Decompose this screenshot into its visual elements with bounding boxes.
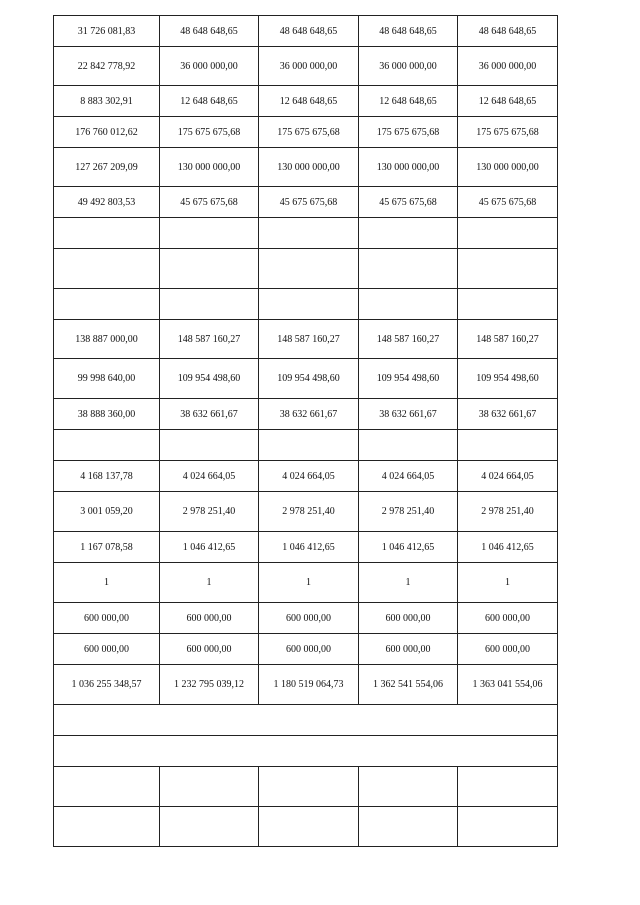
table-cell: 2 978 251,40 [359, 492, 458, 532]
table-row [54, 47, 558, 86]
table-cell [259, 767, 359, 807]
table-row [54, 430, 558, 461]
table-cell: 1 [458, 563, 558, 603]
table-cell [160, 807, 259, 847]
table-cell: 12 648 648,65 [160, 86, 259, 117]
table-cell: 1 046 412,65 [259, 532, 359, 563]
table-cell: 12 648 648,65 [458, 86, 558, 117]
table-row [54, 492, 558, 532]
table-cell: 1 [160, 563, 259, 603]
table-row [54, 532, 558, 563]
table-cell: 130 000 000,00 [458, 148, 558, 187]
table-cell [160, 430, 259, 461]
table-cell-merged [54, 705, 558, 736]
table-row [54, 359, 558, 399]
table-cell: 130 000 000,00 [259, 148, 359, 187]
table-cell: 130 000 000,00 [160, 148, 259, 187]
table-body [54, 16, 558, 847]
table-cell: 38 632 661,67 [259, 399, 359, 430]
table-cell: 12 648 648,65 [259, 86, 359, 117]
table-cell [259, 218, 359, 249]
table-cell: 148 587 160,27 [458, 320, 558, 359]
table-cell [458, 430, 558, 461]
table-cell: 175 675 675,68 [458, 117, 558, 148]
table-cell: 38 632 661,67 [359, 399, 458, 430]
table-cell [54, 430, 160, 461]
table-row [54, 603, 558, 634]
table-cell [160, 289, 259, 320]
table-cell: 45 675 675,68 [160, 187, 259, 218]
table-cell [458, 807, 558, 847]
table-row [54, 767, 558, 807]
table-cell: 109 954 498,60 [259, 359, 359, 399]
table-cell: 3 001 059,20 [54, 492, 160, 532]
table-cell: 1 046 412,65 [160, 532, 259, 563]
table-cell: 1 [259, 563, 359, 603]
table-cell: 109 954 498,60 [160, 359, 259, 399]
table-cell: 1 [54, 563, 160, 603]
table-cell [359, 289, 458, 320]
table-cell: 38 888 360,00 [54, 399, 160, 430]
table-row [54, 705, 558, 736]
table-cell [359, 249, 458, 289]
table-row [54, 187, 558, 218]
table-row [54, 665, 558, 705]
table-row [54, 399, 558, 430]
table-cell: 48 648 648,65 [259, 16, 359, 47]
table-cell: 12 648 648,65 [359, 86, 458, 117]
table-cell [458, 249, 558, 289]
table-cell: 130 000 000,00 [359, 148, 458, 187]
table-cell: 22 842 778,92 [54, 47, 160, 86]
table-cell [54, 767, 160, 807]
table-row [54, 289, 558, 320]
table-cell: 1 180 519 064,73 [259, 665, 359, 705]
table-cell: 1 [359, 563, 458, 603]
table-cell: 175 675 675,68 [160, 117, 259, 148]
table-cell: 36 000 000,00 [359, 47, 458, 86]
table-cell: 1 046 412,65 [359, 532, 458, 563]
table-cell: 176 760 012,62 [54, 117, 160, 148]
table-cell: 4 024 664,05 [359, 461, 458, 492]
table-cell [359, 807, 458, 847]
table-cell [458, 289, 558, 320]
table-cell: 48 648 648,65 [359, 16, 458, 47]
table-cell: 138 887 000,00 [54, 320, 160, 359]
table-cell: 31 726 081,83 [54, 16, 160, 47]
table-cell: 600 000,00 [259, 603, 359, 634]
table-row [54, 249, 558, 289]
table-cell: 600 000,00 [259, 634, 359, 665]
table-cell: 4 168 137,78 [54, 461, 160, 492]
table-cell: 45 675 675,68 [259, 187, 359, 218]
table-cell: 148 587 160,27 [259, 320, 359, 359]
table-cell: 49 492 803,53 [54, 187, 160, 218]
table-cell: 1 167 078,58 [54, 532, 160, 563]
table-row [54, 86, 558, 117]
table-cell: 600 000,00 [160, 603, 259, 634]
table-cell [160, 249, 259, 289]
table-cell: 45 675 675,68 [359, 187, 458, 218]
table-cell: 600 000,00 [54, 603, 160, 634]
table-cell: 600 000,00 [160, 634, 259, 665]
table-cell: 99 998 640,00 [54, 359, 160, 399]
table-cell: 600 000,00 [458, 634, 558, 665]
table-cell: 600 000,00 [359, 634, 458, 665]
table-cell: 36 000 000,00 [458, 47, 558, 86]
table-cell: 1 362 541 554,06 [359, 665, 458, 705]
table-cell: 600 000,00 [359, 603, 458, 634]
table-row [54, 117, 558, 148]
table-cell: 1 363 041 554,06 [458, 665, 558, 705]
table-cell: 600 000,00 [458, 603, 558, 634]
table-cell: 38 632 661,67 [160, 399, 259, 430]
table-cell [259, 430, 359, 461]
table-cell: 148 587 160,27 [160, 320, 259, 359]
table-cell: 2 978 251,40 [259, 492, 359, 532]
table-row [54, 634, 558, 665]
table-cell [54, 249, 160, 289]
table-cell [359, 767, 458, 807]
table-row [54, 320, 558, 359]
table-cell [54, 807, 160, 847]
table-cell: 36 000 000,00 [160, 47, 259, 86]
table-cell: 38 632 661,67 [458, 399, 558, 430]
table-cell: 2 978 251,40 [458, 492, 558, 532]
table-cell: 48 648 648,65 [458, 16, 558, 47]
table-row [54, 218, 558, 249]
table-cell: 1 046 412,65 [458, 532, 558, 563]
table-cell-merged [54, 736, 558, 767]
table-cell: 4 024 664,05 [259, 461, 359, 492]
table-cell: 2 978 251,40 [160, 492, 259, 532]
table-cell: 45 675 675,68 [458, 187, 558, 218]
table-cell [458, 767, 558, 807]
table-cell: 1 232 795 039,12 [160, 665, 259, 705]
table-cell: 8 883 302,91 [54, 86, 160, 117]
table-cell [359, 218, 458, 249]
table-cell: 109 954 498,60 [359, 359, 458, 399]
table-row [54, 807, 558, 847]
table-cell [359, 430, 458, 461]
data-table [53, 15, 558, 847]
table-cell [458, 218, 558, 249]
table-row [54, 563, 558, 603]
table-row [54, 148, 558, 187]
table-cell [259, 249, 359, 289]
table-cell: 48 648 648,65 [160, 16, 259, 47]
table-cell [54, 218, 160, 249]
table-cell: 4 024 664,05 [458, 461, 558, 492]
table-cell: 148 587 160,27 [359, 320, 458, 359]
table-cell [160, 767, 259, 807]
table-cell [259, 289, 359, 320]
table-cell: 175 675 675,68 [259, 117, 359, 148]
table-row [54, 16, 558, 47]
table-cell: 175 675 675,68 [359, 117, 458, 148]
table-cell: 600 000,00 [54, 634, 160, 665]
table-row [54, 461, 558, 492]
table-cell [160, 218, 259, 249]
table-cell: 127 267 209,09 [54, 148, 160, 187]
table-row [54, 736, 558, 767]
table-cell: 109 954 498,60 [458, 359, 558, 399]
table-cell: 4 024 664,05 [160, 461, 259, 492]
table-cell: 1 036 255 348,57 [54, 665, 160, 705]
table-cell: 36 000 000,00 [259, 47, 359, 86]
table-cell [54, 289, 160, 320]
table-cell [259, 807, 359, 847]
